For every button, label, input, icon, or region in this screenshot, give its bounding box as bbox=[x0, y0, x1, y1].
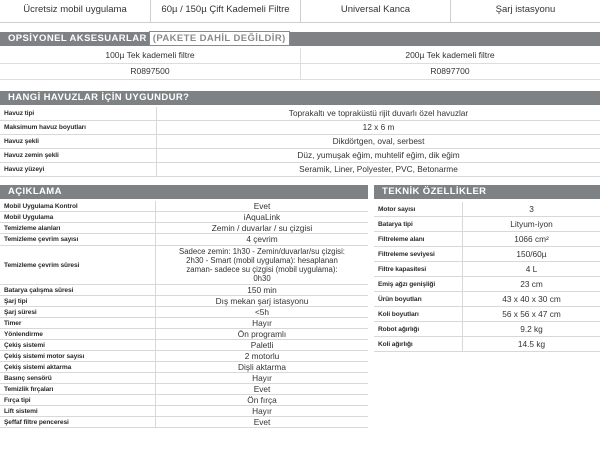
optional-accessories-title: OPSİYONEL AKSESUARLAR bbox=[8, 33, 147, 44]
row-value: Hayır bbox=[155, 318, 368, 328]
row-value: Düz, yumuşak eğim, muhtelif eğim, dik eğim bbox=[156, 149, 600, 162]
accessories-table bbox=[0, 48, 600, 80]
feature-hook: Universal Kanca bbox=[340, 4, 411, 15]
row-label: Şarj süresi bbox=[4, 308, 37, 316]
row-label: Ürün boyutları bbox=[378, 295, 422, 303]
tech-specs-table bbox=[374, 202, 600, 352]
row-value: Ön programlı bbox=[155, 329, 368, 339]
table-row bbox=[374, 217, 600, 232]
table-row bbox=[0, 107, 600, 121]
row-label: Havuz yüzeyi bbox=[4, 166, 45, 173]
row-value: Dikdörtgen, oval, serbest bbox=[156, 135, 600, 148]
table-row bbox=[0, 285, 368, 296]
table-row bbox=[374, 307, 600, 322]
row-value: Paletli bbox=[155, 340, 368, 350]
table-row bbox=[0, 163, 600, 177]
table-row bbox=[0, 234, 368, 246]
row-value: iAquaLink bbox=[155, 212, 368, 222]
row-label: Temizleme çevrim sayısı bbox=[4, 236, 79, 243]
table-row bbox=[374, 232, 600, 247]
table-row bbox=[0, 406, 368, 417]
row-value: 12 x 6 m bbox=[156, 121, 600, 134]
row-label: Filtreleme seviyesi bbox=[378, 250, 435, 258]
table-row bbox=[0, 395, 368, 406]
row-label: Koli ağırlığı bbox=[378, 340, 413, 348]
table-row bbox=[0, 149, 600, 163]
row-label: Timer bbox=[4, 319, 22, 327]
table-row bbox=[0, 318, 368, 329]
row-value: Evet bbox=[155, 417, 368, 427]
pools-header: HANGİ HAVUZLAR İÇİN UYGUNDUR? bbox=[0, 91, 600, 105]
row-value: 43 x 40 x 30 cm bbox=[462, 292, 600, 306]
row-label: Havuz tipi bbox=[4, 110, 35, 117]
accessory-code-row bbox=[0, 64, 600, 80]
table-row bbox=[0, 223, 368, 234]
row-label: Temizleme alanları bbox=[4, 224, 61, 232]
row-value: 23 cm bbox=[462, 277, 600, 291]
tech-specs-header: TEKNİK ÖZELLİKLER bbox=[374, 185, 600, 199]
table-row bbox=[374, 262, 600, 277]
row-label: Filtreleme alanı bbox=[378, 235, 425, 243]
row-label: Basınç sensörü bbox=[4, 374, 52, 382]
row-label: Havuz şekli bbox=[4, 138, 39, 145]
row-value: 56 x 56 x 47 cm bbox=[462, 307, 600, 321]
row-value: Ön fırça bbox=[155, 395, 368, 405]
table-row bbox=[0, 121, 600, 135]
row-label: Koli boyutları bbox=[378, 310, 419, 318]
row-label: Çekiş sistemi bbox=[4, 341, 45, 349]
accessory-code: R0897500 bbox=[130, 66, 170, 76]
row-label: Batarya tipi bbox=[378, 220, 413, 228]
row-value: Seramik, Liner, Polyester, PVC, Betonarme bbox=[156, 163, 600, 176]
row-value: 150 min bbox=[155, 285, 368, 295]
row-value: Toprakaltı ve topraküstü rijit duvarlı özel havuzlar bbox=[156, 107, 600, 120]
row-label: Lift sistemi bbox=[4, 407, 38, 415]
row-label: Fırça tipi bbox=[4, 396, 31, 404]
row-label: Filtre kapasitesi bbox=[378, 265, 427, 273]
table-row bbox=[374, 292, 600, 307]
table-row bbox=[374, 322, 600, 337]
row-value: Sadece zemin: 1h30 - Zemin/duvarlar/su çizgisi: 2h30 - Smart (mobil uygulama): hesaplanan zaman- sadece su çizgisi (mobil uygulama): 0h30 bbox=[155, 246, 368, 284]
row-value: Dış mekan şarj istasyonu bbox=[155, 296, 368, 306]
row-value: 3 bbox=[462, 202, 600, 216]
description-table bbox=[0, 201, 368, 428]
row-value: 4 çevrim bbox=[155, 234, 368, 245]
table-row bbox=[374, 277, 600, 292]
row-value: Evet bbox=[155, 384, 368, 394]
row-label: Emiş ağzı genişliği bbox=[378, 280, 436, 288]
row-label: Mobil Uygulama Kontrol bbox=[4, 202, 78, 210]
row-label: Havuz zemin şekli bbox=[4, 152, 59, 159]
row-label: Yönlendirme bbox=[4, 330, 43, 338]
row-label: Çekiş sistemi motor sayısı bbox=[4, 352, 85, 360]
not-included-label: (PAKETE DAHİL DEĞİLDİR) bbox=[149, 31, 290, 46]
row-value: Lityum-iyon bbox=[462, 217, 600, 231]
row-value: Hayır bbox=[155, 373, 368, 383]
table-row bbox=[374, 202, 600, 217]
feature-filter: 60µ / 150µ Çift Kademeli Filtre bbox=[161, 4, 290, 15]
row-value: Hayır bbox=[155, 406, 368, 416]
table-row bbox=[0, 201, 368, 212]
feature-mobile-app: Ücretsiz mobil uygulama bbox=[23, 4, 127, 15]
row-label: Çekiş sistemi aktarma bbox=[4, 363, 72, 371]
row-value: Dişli aktarma bbox=[155, 362, 368, 372]
row-label: Şeffaf filtre penceresi bbox=[4, 418, 69, 426]
table-row bbox=[0, 384, 368, 395]
row-value: 14.5 kg bbox=[462, 337, 600, 351]
features-row bbox=[0, 0, 600, 23]
table-row bbox=[374, 247, 600, 262]
accessory-code: R0897700 bbox=[430, 66, 470, 76]
table-row bbox=[0, 373, 368, 384]
table-row bbox=[0, 296, 368, 307]
row-value: <5h bbox=[155, 307, 368, 317]
table-row bbox=[0, 417, 368, 428]
table-row bbox=[0, 340, 368, 351]
row-label: Temizleme çevrim süresi bbox=[4, 261, 80, 269]
accessory-name: 100µ Tek kademeli filtre bbox=[105, 50, 195, 60]
table-row bbox=[0, 246, 368, 285]
table-row bbox=[0, 212, 368, 223]
description-header: AÇIKLAMA bbox=[0, 185, 368, 199]
table-row bbox=[0, 329, 368, 340]
row-label: Temizlik fırçaları bbox=[4, 385, 54, 393]
row-label: Batarya çalışma süresi bbox=[4, 286, 74, 294]
row-value: 9.2 kg bbox=[462, 322, 600, 336]
table-row bbox=[0, 135, 600, 149]
pools-table bbox=[0, 107, 600, 177]
row-value: Zemin / duvarlar / su çizgisi bbox=[155, 223, 368, 233]
row-value: 150/60µ bbox=[462, 247, 600, 261]
table-row bbox=[0, 362, 368, 373]
table-row bbox=[0, 307, 368, 318]
table-row bbox=[374, 337, 600, 352]
feature-charger: Şarj istasyonu bbox=[495, 4, 556, 15]
row-value: 4 L bbox=[462, 262, 600, 276]
row-value: Evet bbox=[155, 201, 368, 211]
table-row bbox=[0, 351, 368, 362]
row-label: Robot ağırlığı bbox=[378, 325, 420, 333]
row-value: 1066 cm² bbox=[462, 232, 600, 246]
row-label: Şarj tipi bbox=[4, 297, 28, 305]
optional-accessories-header bbox=[0, 32, 600, 46]
row-label: Maksimum havuz boyutları bbox=[4, 124, 86, 131]
accessory-name-row bbox=[0, 48, 600, 64]
row-value: 2 motorlu bbox=[155, 351, 368, 361]
row-label: Motor sayısı bbox=[378, 205, 416, 213]
accessory-name: 200µ Tek kademeli filtre bbox=[405, 50, 495, 60]
row-label: Mobil Uygulama bbox=[4, 213, 54, 221]
